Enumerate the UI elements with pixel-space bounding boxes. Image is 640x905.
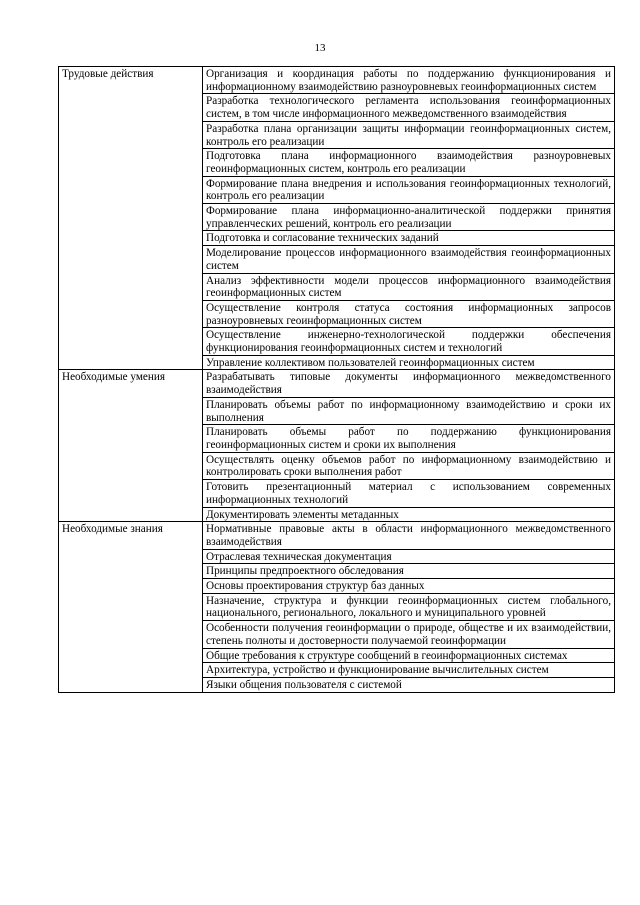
section-item: Языки общения пользователя с системой — [203, 677, 615, 692]
table-row — [59, 370, 615, 397]
section-item: Особенности получения геоинформации о природе, обществе и их взаимодействии, степень полноты и достоверности получаемой геоинформации — [203, 621, 615, 648]
section-item: Документировать элементы метаданных — [203, 507, 615, 522]
table-row — [59, 67, 615, 94]
section-item: Разрабатывать типовые документы информационного межведомственного взаимодействия — [203, 370, 615, 397]
section-item: Осуществлять оценку объемов работ по информационному взаимодействию и контролировать сроки выполнения работ — [203, 452, 615, 479]
section-label: Необходимые умения — [59, 370, 203, 522]
section-item: Моделирование процессов информационного взаимодействия геоинформационных систем — [203, 246, 615, 273]
section-item: Планировать объемы работ по информационному взаимодействию и сроки их выполнения — [203, 397, 615, 424]
section-item: Готовить презентационный материал с использованием современных информационных технологий — [203, 480, 615, 507]
table-row — [59, 522, 615, 549]
section-item: Разработка технологического регламента использования геоинформационных систем, в том числе информационного межведомственного взаимодействия — [203, 94, 615, 121]
section-item: Подготовка и согласование технических заданий — [203, 231, 615, 246]
section-item: Назначение, структура и функции геоинформационных систем глобального, национального, регионального, локального и муниципального уровней — [203, 593, 615, 620]
section-item: Нормативные правовые акты в области информационного межведомственного взаимодействия — [203, 522, 615, 549]
section-item: Формирование плана внедрения и использования геоинформационных технологий, контроль его реализации — [203, 176, 615, 203]
section-item: Управление коллективом пользователей геоинформационных систем — [203, 355, 615, 370]
specification-table-body — [59, 67, 615, 693]
section-item: Планировать объемы работ по поддержанию функционирования геоинформационных систем и сроки их выполнения — [203, 425, 615, 452]
section-item: Основы проектирования структур баз данных — [203, 579, 615, 594]
section-label: Необходимые знания — [59, 522, 203, 692]
section-item: Организация и координация работы по поддержанию функционирования и информационному взаимодействию разноуровневых геоинформационных систем — [203, 67, 615, 94]
section-item: Принципы предпроектного обследования — [203, 564, 615, 579]
section-item: Разработка плана организации защиты информации геоинформационных систем, контроль его реализации — [203, 121, 615, 148]
section-item: Формирование плана информационно-аналитической поддержки принятия управленческих решений, контроль его реализации — [203, 204, 615, 231]
section-label: Трудовые действия — [59, 67, 203, 370]
section-item: Осуществление контроля статуса состояния информационных запросов разноуровневых геоинформационных систем — [203, 300, 615, 327]
section-item: Осуществление инженерно-технологической поддержки обеспечения функционирования геоинформационных систем и технологий — [203, 328, 615, 355]
specification-table — [58, 66, 615, 693]
section-item: Анализ эффективности модели процессов информационного взаимодействия геоинформационных систем — [203, 273, 615, 300]
section-item: Отраслевая техническая документация — [203, 549, 615, 564]
page-number: 13 — [314, 42, 326, 54]
section-item: Подготовка плана информационного взаимодействия разноуровневых геоинформационных систем, контроль его реализации — [203, 149, 615, 176]
section-item: Архитектура, устройство и функционирование вычислительных систем — [203, 663, 615, 678]
section-item: Общие требования к структуре сообщений в геоинформационных системах — [203, 648, 615, 663]
